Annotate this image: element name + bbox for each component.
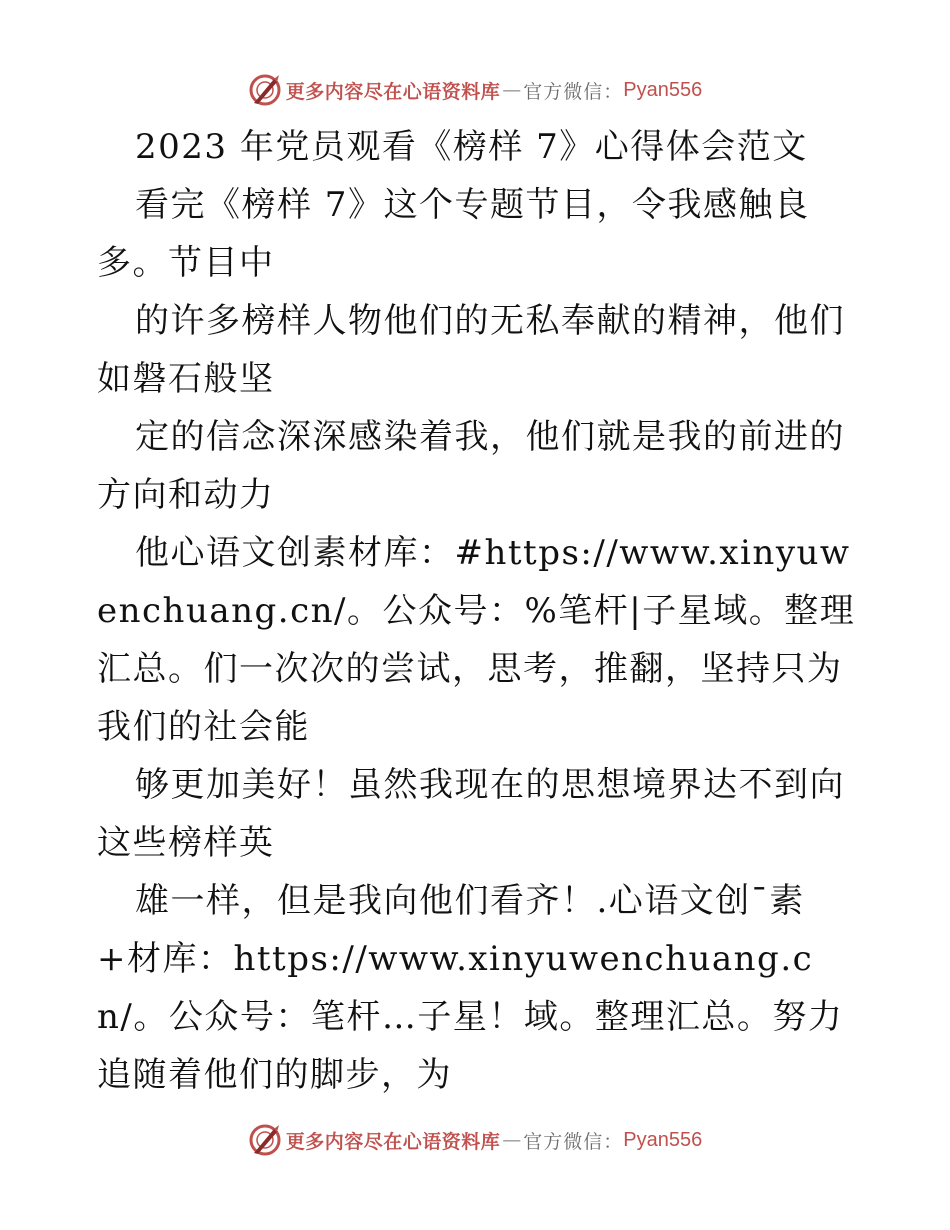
paragraph: 看完《榜样 7》这个专题节目，令我感触良多。节目中 — [97, 185, 810, 283]
header-banner — [0, 68, 950, 112]
banner-main-text: 更多内容尽在心语资料库 — [285, 1130, 501, 1153]
quill-logo-icon — [248, 1123, 282, 1157]
banner-wechat-id: Pyan556 — [623, 1128, 703, 1151]
banner-official-label: 官方微信： — [523, 1130, 624, 1153]
document-body — [97, 118, 867, 1104]
banner-separator: — — [502, 79, 522, 101]
paragraph: 定的信念深深感染着我，他们就是我的前进的方向和动力 — [97, 417, 845, 515]
paragraph: 的许多榜样人物他们的无私奉献的精神，他们如磐石般坚 — [97, 301, 845, 399]
banner-wechat-id: Pyan556 — [623, 78, 703, 101]
paragraph: 他心语文创素材库：#https://www.xinyuwenchuang.cn/。公众号：%笔杆|子星域。整理汇总。们一次次的尝试，思考，推翻，坚持只为我们的社会能 — [97, 533, 856, 747]
banner-main-text: 更多内容尽在心语资料库 — [285, 80, 501, 103]
paragraph: 够更加美好！虽然我现在的思想境界达不到向这些榜样英 — [97, 765, 845, 863]
banner-separator: — — [502, 1129, 522, 1151]
paragraph: 雄一样，但是我向他们看齐！.心语文创¯素+材库：https://www.xinyuwenchuang.cn/。公众号：笔杆…子星！域。整理汇总。努力追随着他们的脚步，为 — [97, 881, 844, 1095]
quill-logo-icon — [248, 73, 282, 107]
footer-banner — [0, 1118, 950, 1162]
banner-official-label: 官方微信： — [523, 80, 624, 103]
document-title: 2023 年党员观看《榜样 7》心得体会范文 — [135, 127, 808, 167]
